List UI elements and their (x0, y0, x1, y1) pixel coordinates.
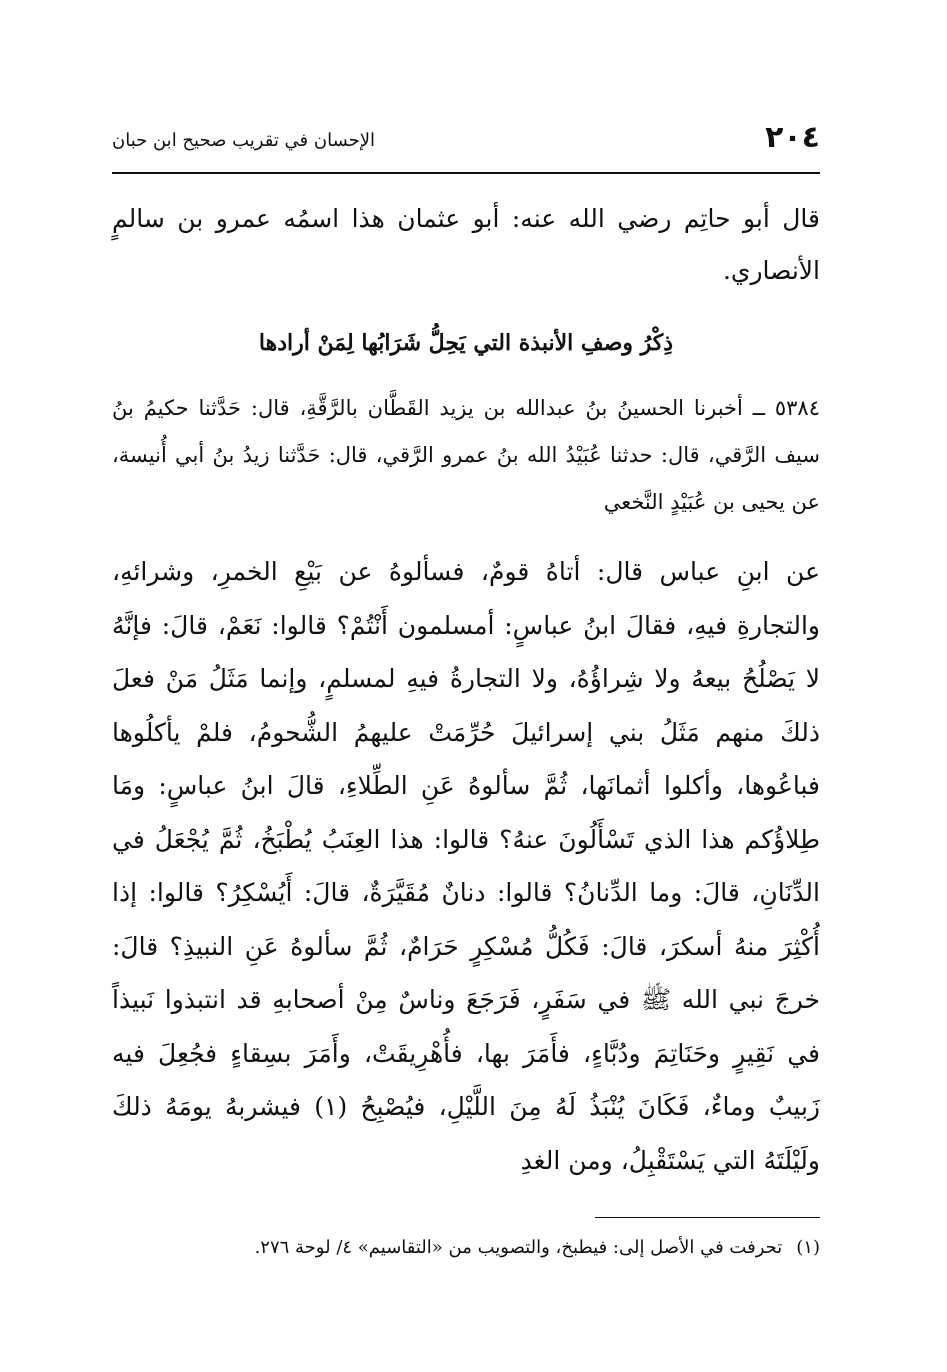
footnote-marker: (١) (796, 1237, 820, 1258)
intro-paragraph: قال أبو حاتِم رضي الله عنه: أبو عثمان هذا اسمُه عمرو بن سالمٍ الأنصاري. (112, 204, 820, 285)
running-head (112, 118, 820, 168)
section-heading: ذِكْرُ وصفِ الأنبذة التي يَحِلُّ شَرَابُها لِمَنْ أرادها (258, 330, 674, 356)
footnote-text: تحرفت في الأصل إلى: فيطبخ، والتصويب من «التقاسيم» ٤/ لوحة ٢٧٦. (254, 1237, 783, 1258)
book-title: الإحسان في تقريب صحيح ابن حبان (112, 130, 376, 151)
footnote-divider (595, 1217, 820, 1218)
header-divider (112, 172, 820, 174)
isnad-paragraph: ٥٣٨٤ ــ أخبرنا الحسينُ بنُ عبدالله بن يزيد القَطَّان بالرَّقَّةِ، قال: حَدَّثنا حكيمُ بنُ سيف الرَّقي، قال: حدثنا عُبَيْدُ الله بنُ عمرو الرَّقي، قال: حَدَّثنا زيدُ بنُ أبي أُنيسة، عن يحيى بن عُبَيْدٍ النَّخعي (112, 396, 820, 514)
page-number: ٢٠٤ (765, 120, 820, 155)
footnote (127, 1233, 820, 1263)
hadith-paragraph: عن ابنِ عباس قال: أتاهُ قومٌ، فسألوهُ عن بَيْعِ الخمرِ، وشرائهِ، والتجارةِ فيهِ، فقالَ ابنُ عباسٍ: أمسلمون أَنْتُمْ؟ قالوا: نَعَمْ، قالَ: فإنَّهُ لا يَصْلُحُ بيعهُ ولا شِراؤُهُ، ولا التجارةُ فيهِ لمسلمٍ، وإنما مَثَلُ مَنْ فعلَ ذلكَ منهم مَثَلُ بني إسرائيلَ حُرِّمَتْ عليهمُ الشُّحومُ، فلمْ يأكلُوها فباعُوها، وأكلوا أثمانَها، ثُمَّ سألوهُ عَنِ الطِّلاءِ، قالَ ابنُ عباسٍ: ومَا طِلاؤُكم هذا الذي تَسْأَلُونَ عنهُ؟ قالوا: هذا العِنَبُ يُطْبَخُ، ثُمَّ يُجْعَلُ في الدِّنَانِ، قالَ: وما الدِّنانُ؟ قالوا: دنانٌ مُقَيَّرَةٌ، قالَ: أَيُسْكِرُ؟ قالوا: إذا أُكْثِرَ منهُ أسكرَ، قالَ: فَكُلُّ مُسْكِرٍ حَرَامٌ، ثُمَّ سألوهُ عَنِ النبيذِ؟ قالَ: خرجَ نبي الله ﷺ في سَفَرٍ، فَرَجَعَ وناسٌ مِنْ أصحابهِ قد انتبذوا نَبيذاً في نَقِيرٍ وحَنَاتِمَ ودُبَّاءٍ، فأَمَرَ بها، فأُهْرِيقَتْ، وأَمَرَ بسِقاءٍ فجُعِلَ فيه زَبيبٌ وماءٌ، فَكَانَ يُنْبَذُ لَهُ مِنَ اللَّيْلِ، فيُصْبِحُ (١) فيشربهُ يومَهُ ذلكَ ولَيْلَتَهُ التي يَسْتَقْبِلُ، ومن الغدِ (112, 557, 820, 1175)
